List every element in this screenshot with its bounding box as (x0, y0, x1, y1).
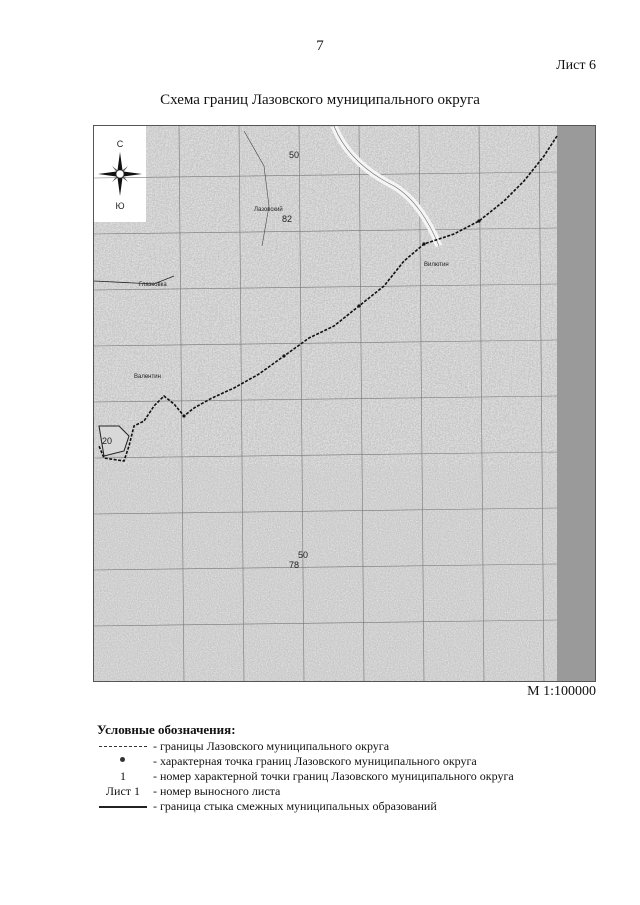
boundary-point (182, 414, 185, 417)
legend-item-text: - границы Лазовского муниципального округа (153, 739, 390, 753)
legend-item-text: - граница стыка смежных муниципальных образований (153, 799, 437, 813)
map-edge-strip (557, 126, 596, 682)
legend-item-text: - номер выносного листа (153, 784, 281, 798)
place-label: Глазковка (139, 282, 167, 288)
boundary-point (357, 304, 360, 307)
legend-symbol-solid (97, 799, 149, 813)
compass-north: С (116, 139, 124, 149)
legend-symbol-dashed (97, 739, 149, 753)
legend-symbol-text (97, 784, 149, 798)
grid-number: 50 (289, 150, 300, 160)
grid-number: 20 (102, 436, 113, 446)
legend-heading: Условные обозначения: (97, 722, 236, 737)
page-number: 7 (316, 38, 324, 54)
legend-item-text: - номер характерной точки границ Лазовского муниципального округа (153, 769, 514, 783)
place-label: Валентин (134, 374, 161, 380)
legend-symbol-dot (97, 754, 149, 768)
legend-symbol-label: Лист 1 (105, 784, 141, 798)
place-label: Вилютин (424, 262, 449, 268)
boundary-point (422, 242, 425, 245)
map-title: Схема границ Лазовского муниципального округа (160, 92, 480, 108)
boundary-point (282, 354, 285, 357)
legend-item-text: - характерная точка границ Лазовского муниципального округа (153, 754, 477, 768)
sheet-label: Лист 6 (556, 58, 596, 73)
compass-south: Ю (115, 201, 125, 211)
grid-number: 82 (282, 214, 293, 224)
legend-symbol-text (97, 769, 149, 783)
place-label: Лазовский (254, 207, 283, 213)
legend-symbol-label: 1 (120, 769, 126, 783)
map-frame (93, 125, 596, 682)
map-canvas (94, 126, 596, 682)
grid-number: 50 (298, 550, 309, 560)
boundary-point (477, 219, 480, 222)
grid-number: 78 (289, 560, 300, 570)
scale-label: М 1:100000 (527, 684, 596, 699)
